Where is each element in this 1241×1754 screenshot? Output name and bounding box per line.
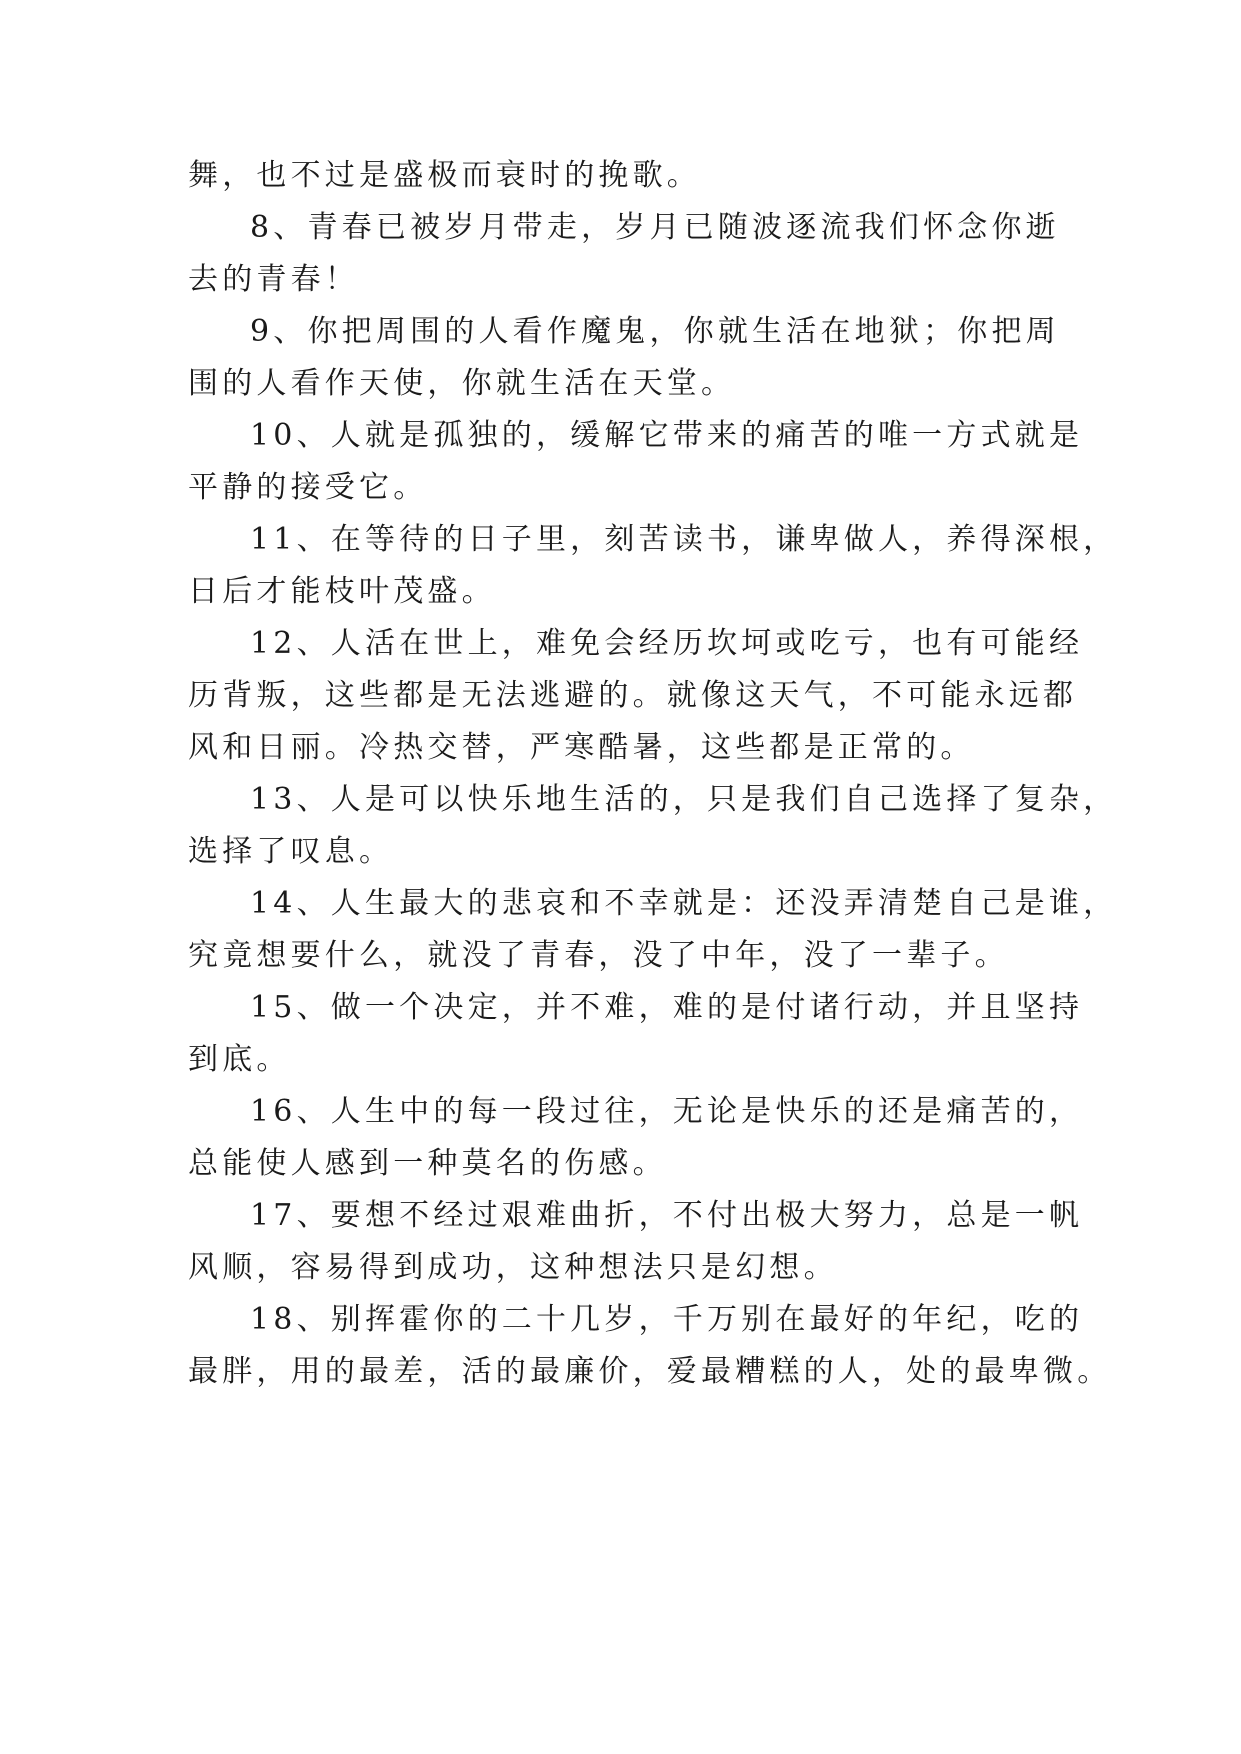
quote-12-line-1: 12、人活在世上，难免会经历坎坷或吃亏，也有可能经 [250,626,1084,661]
quote-15-line-1: 15、做一个决定，并不难，难的是付诸行动，并且坚持 [250,990,1084,1025]
quote-14-line-2: 究竟想要什么，就没了青春，没了中年，没了一辈子。 [188,938,1009,973]
quote-18-line-1: 18、别挥霍你的二十几岁，千万别在最好的年纪，吃的 [250,1302,1084,1337]
quote-17-line-2: 风顺，容易得到成功，这种想法只是幻想。 [188,1250,838,1285]
quote-17-line-1: 17、要想不经过艰难曲折，不付出极大努力，总是一帆 [250,1198,1084,1233]
quote-14-line-1: 14、人生最大的悲哀和不幸就是：还没弄清楚自己是谁， [250,886,1118,921]
quote-12-line-3: 风和日丽。冷热交替，严寒酷暑，这些都是正常的。 [188,730,975,765]
quote-18-line-2: 最胖，用的最差，活的最廉价，爱最糟糕的人，处的最卑微。 [188,1354,1112,1389]
quote-9-line-2: 围的人看作天使，你就生活在天堂。 [188,366,736,401]
quote-13-line-2: 选择了叹息。 [188,834,394,869]
quote-13-line-1: 13、人是可以快乐地生活的，只是我们自己选择了复杂， [250,782,1118,817]
quote-11-line-1: 11、在等待的日子里，刻苦读书，谦卑做人，养得深根， [250,522,1118,557]
quote-10-line-2: 平静的接受它。 [188,470,428,505]
quote-8-line-2: 去的青春！ [188,262,359,297]
text-line-continuation: 舞，也不过是盛极而衰时的挽歌。 [188,158,701,193]
quote-8-line-1: 8、青春已被岁月带走，岁月已随波逐流我们怀念你逝 [250,210,1060,245]
quote-12-line-2: 历背叛，这些都是无法逃避的。就像这天气，不可能永远都 [188,678,1078,713]
quote-16-line-1: 16、人生中的每一段过往，无论是快乐的还是痛苦的， [250,1094,1084,1129]
quote-11-line-2: 日后才能枝叶茂盛。 [188,574,496,609]
quote-15-line-2: 到底。 [188,1042,291,1077]
quote-10-line-1: 10、人就是孤独的，缓解它带来的痛苦的唯一方式就是 [250,418,1084,453]
quote-9-line-1: 9、你把周围的人看作魔鬼，你就生活在地狱；你把周 [250,314,1060,349]
quote-16-line-2: 总能使人感到一种莫名的伤感。 [188,1146,667,1181]
